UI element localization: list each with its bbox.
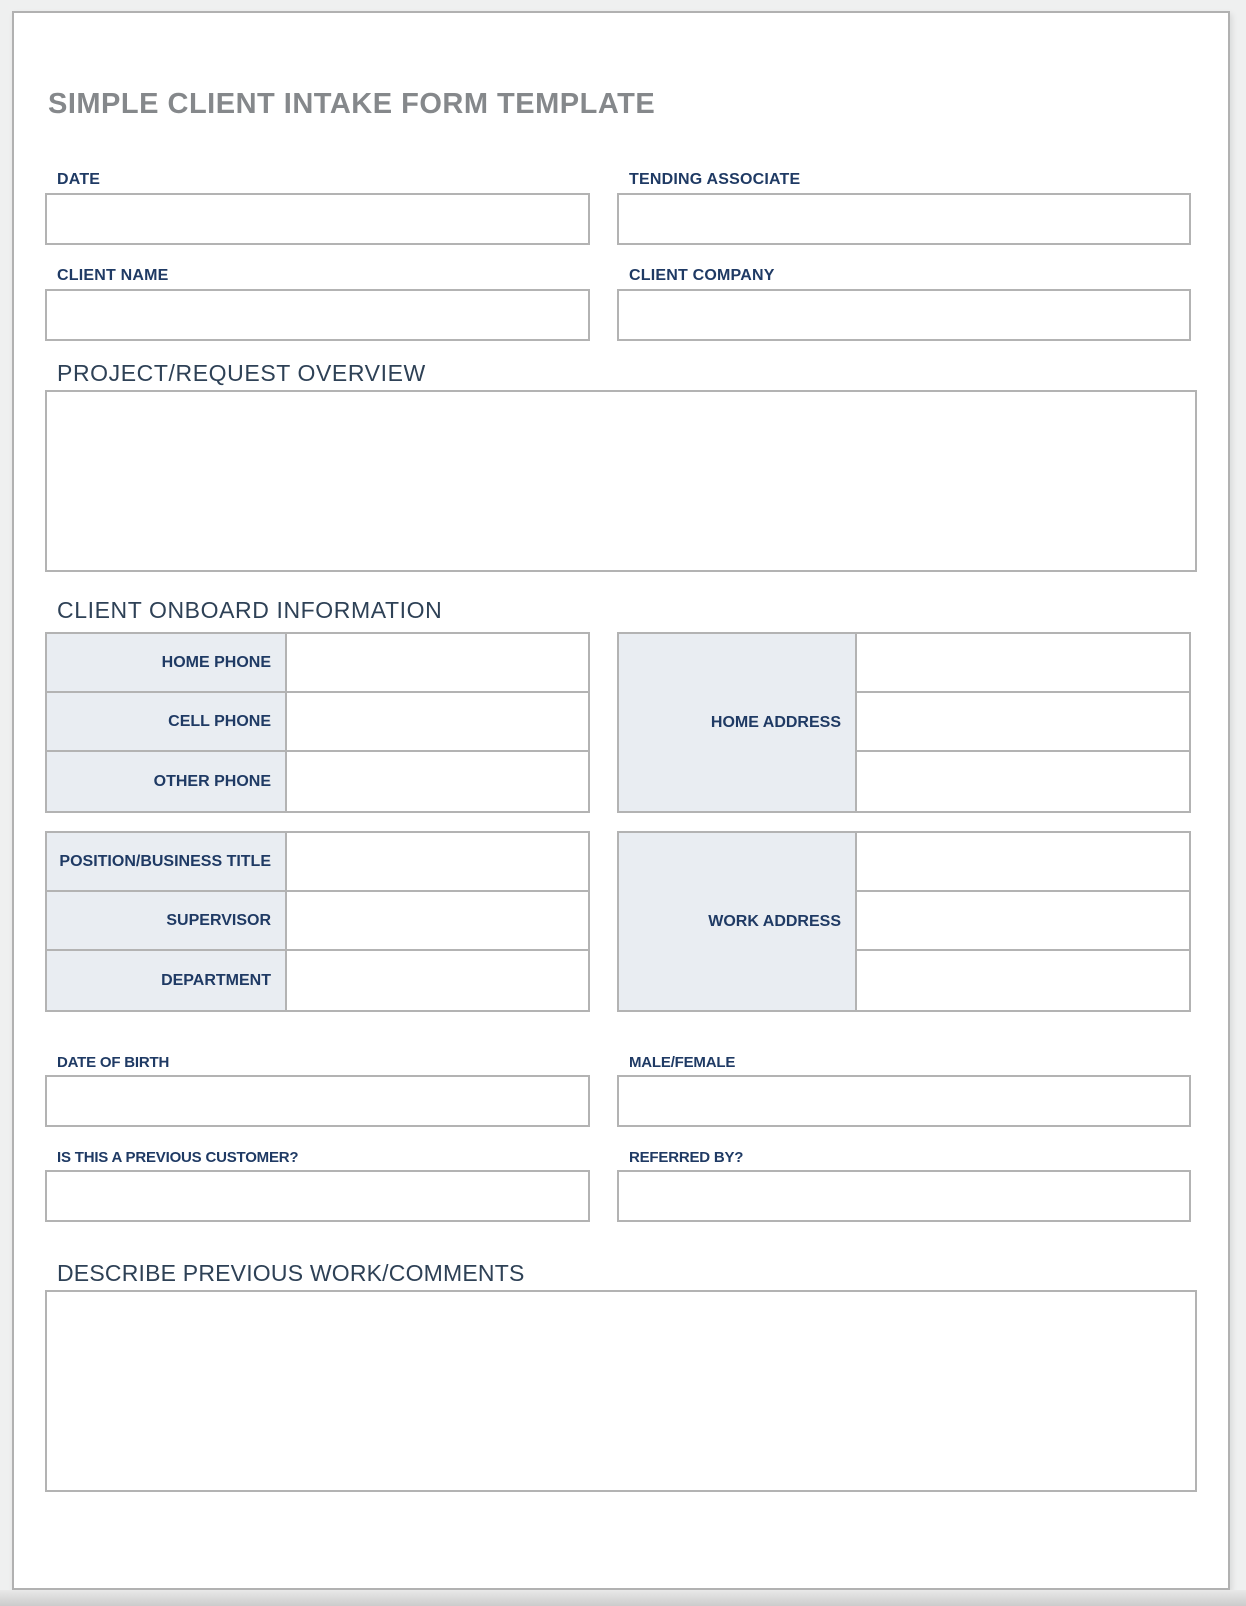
onboard-tables-row-2: [45, 831, 1197, 1012]
comments-header: DESCRIBE PREVIOUS WORK/COMMENTS: [57, 1260, 525, 1286]
table-row: [47, 634, 588, 693]
date-label: DATE: [57, 171, 101, 188]
client-company-label: CLIENT COMPANY: [629, 267, 775, 284]
cell-phone-input[interactable]: [287, 693, 588, 750]
male-female-label: MALE/FEMALE: [629, 1054, 736, 1071]
tending-associate-label: TENDING ASSOCIATE: [629, 171, 801, 188]
table-row: [47, 833, 588, 892]
cell-phone-label: CELL PHONE: [47, 693, 287, 750]
top-fields-row-2: [45, 267, 1197, 341]
department-label: DEPARTMENT: [47, 951, 287, 1010]
position-business-title-input[interactable]: [287, 833, 588, 890]
client-name-input[interactable]: [45, 289, 590, 341]
comments-input[interactable]: [45, 1290, 1197, 1492]
home-address-table: [617, 632, 1191, 813]
work-address-line1-input[interactable]: [857, 833, 1189, 892]
previous-customer-input[interactable]: [45, 1170, 590, 1222]
home-address-inputs: [857, 634, 1189, 811]
table-row: [47, 892, 588, 951]
other-phone-label: OTHER PHONE: [47, 752, 287, 811]
field-male-female: [617, 1054, 1191, 1127]
tending-associate-input[interactable]: [617, 193, 1191, 245]
position-business-title-label: POSITION/BUSINESS TITLE: [47, 833, 287, 890]
department-input[interactable]: [287, 951, 588, 1010]
comments-section: [45, 1260, 1197, 1492]
field-date: [45, 171, 590, 245]
page-title: SIMPLE CLIENT INTAKE FORM TEMPLATE: [48, 88, 656, 120]
date-input[interactable]: [45, 193, 590, 245]
date-of-birth-input[interactable]: [45, 1075, 590, 1127]
referred-by-input[interactable]: [617, 1170, 1191, 1222]
field-referred-by: [617, 1149, 1191, 1222]
home-address-label: HOME ADDRESS: [619, 634, 857, 811]
date-of-birth-label: DATE OF BIRTH: [57, 1054, 170, 1071]
field-tending-associate: [617, 171, 1191, 245]
home-phone-label: HOME PHONE: [47, 634, 287, 691]
home-address-line2-input[interactable]: [857, 693, 1189, 752]
project-overview-input[interactable]: [45, 390, 1197, 572]
top-fields-row-1: [45, 171, 1197, 245]
client-company-input[interactable]: [617, 289, 1191, 341]
bottom-fields-row-1: [45, 1054, 1197, 1127]
home-phone-input[interactable]: [287, 634, 588, 691]
table-row: [47, 693, 588, 752]
home-address-line3-input[interactable]: [857, 752, 1189, 811]
position-table: [45, 831, 590, 1012]
work-address-inputs: [857, 833, 1189, 1010]
page-bottom-shadow: [0, 1590, 1246, 1606]
work-address-table: [617, 831, 1191, 1012]
table-row: [47, 951, 588, 1010]
project-overview-header: PROJECT/REQUEST OVERVIEW: [57, 360, 426, 386]
work-address-label: WORK ADDRESS: [619, 833, 857, 1010]
other-phone-input[interactable]: [287, 752, 588, 811]
supervisor-label: SUPERVISOR: [47, 892, 287, 949]
client-onboard-header: CLIENT ONBOARD INFORMATION: [57, 597, 443, 623]
male-female-input[interactable]: [617, 1075, 1191, 1127]
supervisor-input[interactable]: [287, 892, 588, 949]
document-page: [12, 11, 1230, 1590]
table-row: [47, 752, 588, 811]
field-previous-customer: [45, 1149, 590, 1222]
field-client-name: [45, 267, 590, 341]
previous-customer-label: IS THIS A PREVIOUS CUSTOMER?: [57, 1149, 299, 1166]
project-overview-section: [45, 360, 1197, 572]
field-date-of-birth: [45, 1054, 590, 1127]
referred-by-label: REFERRED BY?: [629, 1149, 744, 1166]
field-client-company: [617, 267, 1191, 341]
onboard-tables-row-1: [45, 632, 1197, 813]
work-address-line2-input[interactable]: [857, 892, 1189, 951]
client-name-label: CLIENT NAME: [57, 267, 169, 284]
phone-table: [45, 632, 590, 813]
bottom-fields-row-2: [45, 1149, 1197, 1222]
home-address-line1-input[interactable]: [857, 634, 1189, 693]
work-address-line3-input[interactable]: [857, 951, 1189, 1010]
